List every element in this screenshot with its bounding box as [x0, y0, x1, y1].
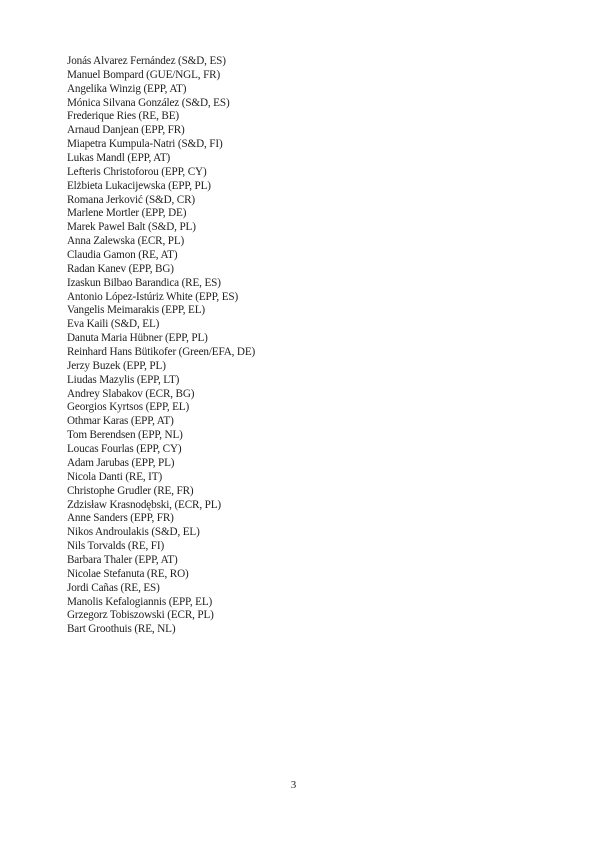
signatory-name: Miapetra Kumpula-Natri (S&D, FI) — [67, 138, 223, 151]
signatory-name: Nicola Danti (RE, IT) — [67, 470, 163, 483]
signatory-name: Tom Berendsen (EPP, NL) — [67, 429, 183, 442]
signatory-name: Anna Zalewska (ECR, PL) — [67, 235, 185, 248]
signatory-name: Danuta Maria Hübner (EPP, PL) — [67, 332, 208, 345]
signatory-name: Claudia Gamon (RE, AT) — [67, 249, 178, 262]
signatory-name: Radan Kanev (EPP, BG) — [67, 262, 174, 275]
signatory-name: Christophe Grudler (RE, FR) — [67, 484, 194, 497]
signatory-name: Jonás Alvarez Fernández (S&D, ES) — [67, 55, 226, 67]
page-number — [0, 779, 595, 791]
signatory-name: Angelika Winzig (EPP, AT) — [67, 82, 187, 95]
signatory-name: Marek Pawel Balt (S&D, PL) — [67, 221, 196, 234]
signatory-name: Georgios Kyrtsos (EPP, EL) — [67, 401, 190, 414]
signatory-name: Reinhard Hans Bütikofer (Green/EFA, DE) — [67, 346, 256, 359]
signatory-name: Adam Jarubas (EPP, PL) — [67, 456, 175, 469]
signatory-name: Marlene Mortler (EPP, DE) — [67, 207, 187, 220]
signatory-name: Manolis Kefalogiannis (EPP, EL) — [67, 595, 213, 608]
signatory-name: Liudas Mazylis (EPP, LT) — [67, 373, 180, 386]
signatory-name: Elżbieta Lukacijewska (EPP, PL) — [67, 179, 211, 192]
signatory-name: Othmar Karas (EPP, AT) — [67, 415, 174, 428]
signatory-name: Zdzisław Krasnodębski, (ECR, PL) — [67, 498, 221, 511]
signatory-list — [67, 55, 255, 637]
signatory-name: Izaskun Bilbao Barandica (RE, ES) — [67, 276, 221, 289]
signatory-name: Barbara Thaler (EPP, AT) — [67, 553, 178, 566]
signatory-name: Loucas Fourlas (EPP, CY) — [67, 443, 182, 456]
signatory-name: Romana Jerković (S&D, CR) — [67, 193, 195, 206]
signatory-name: Nikos Androulakis (S&D, EL) — [67, 526, 200, 539]
signatory-name: Jordi Cañas (RE, ES) — [67, 581, 160, 594]
signatory-name: Frederique Ries (RE, BE) — [67, 110, 179, 123]
signatory-name: Lefteris Christoforou (EPP, CY) — [67, 165, 207, 178]
signatory-name: Mónica Silvana González (S&D, ES) — [67, 96, 230, 109]
page-number-text: 3 — [290, 779, 297, 791]
signatory-name: Lukas Mandl (EPP, AT) — [67, 152, 171, 165]
signatory-name: Arnaud Danjean (EPP, FR) — [67, 124, 185, 137]
signatory-name: Manuel Bompard (GUE/NGL, FR) — [67, 68, 221, 81]
signatory-name: Grzegorz Tobiszowski (ECR, PL) — [67, 609, 214, 622]
signatory-name: Andrey Slabakov (ECR, BG) — [67, 387, 195, 400]
signatory-name: Vangelis Meimarakis (EPP, EL) — [67, 304, 205, 317]
signatory-name: Jerzy Buzek (EPP, PL) — [67, 359, 166, 372]
signatory-name: Eva Kaili (S&D, EL) — [67, 318, 160, 331]
signatory-name: Anne Sanders (EPP, FR) — [67, 512, 174, 525]
signatory-name: Bart Groothuis (RE, NL) — [67, 623, 176, 636]
signatory-name: Antonio López-Istúriz White (EPP, ES) — [67, 290, 239, 303]
signatory-name: Nicolae Stefanuta (RE, RO) — [67, 567, 189, 580]
signatory-name: Nils Torvalds (RE, FI) — [67, 540, 165, 553]
